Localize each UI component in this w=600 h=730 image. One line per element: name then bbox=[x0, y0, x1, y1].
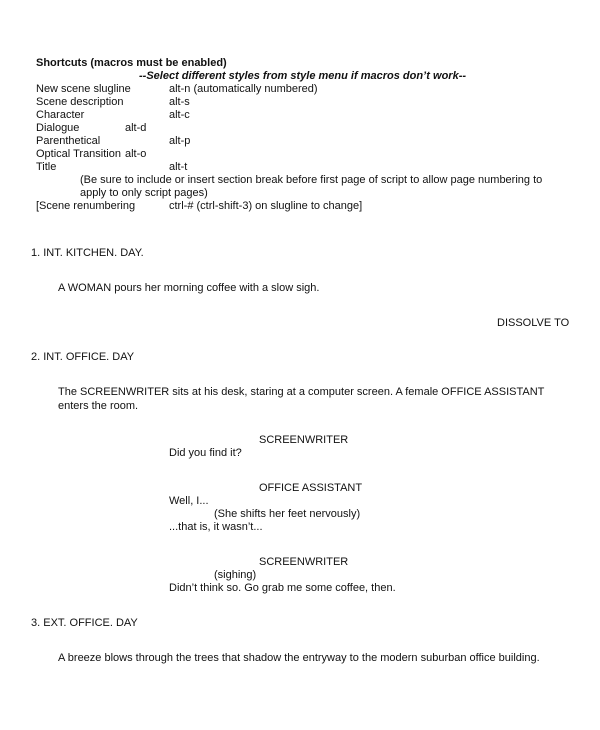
shortcut-label: Character bbox=[36, 109, 85, 121]
section-break-note: (Be sure to include or insert section break before first page of script to allow page numbering to bbox=[80, 174, 543, 186]
shortcut-label: Scene description bbox=[36, 96, 124, 108]
scene-slugline: 3. EXT. OFFICE. DAY bbox=[31, 617, 138, 629]
scene-slugline: 2. INT. OFFICE. DAY bbox=[31, 351, 135, 363]
dialogue-line: Didn’t think so. Go grab me some coffee, then. bbox=[169, 582, 396, 594]
shortcut-label: Dialogue bbox=[36, 122, 80, 134]
renumber-key: ctrl-# (ctrl-shift-3) on slugline to change] bbox=[169, 200, 363, 212]
character-name: SCREENWRITER bbox=[259, 434, 349, 446]
section-break-note-cont: apply to only script pages) bbox=[80, 187, 208, 199]
scene-action: A breeze blows through the trees that shadow the entryway to the modern suburban office building. bbox=[58, 652, 540, 664]
shortcuts-note: --Select different styles from style menu if macros don’t work-- bbox=[139, 70, 467, 82]
shortcut-label: Title bbox=[36, 161, 57, 173]
scene-action: The SCREENWRITER sits at his desk, staring at a computer screen. A female OFFICE ASSISTANT bbox=[58, 386, 545, 398]
scene-action-cont: enters the room. bbox=[58, 400, 139, 412]
parenthetical: (sighing) bbox=[214, 569, 257, 581]
shortcut-label: Parenthetical bbox=[36, 135, 101, 147]
shortcut-key: alt-s bbox=[169, 96, 190, 108]
dialogue-line: ...that is, it wasn’t... bbox=[169, 521, 263, 533]
character-name: SCREENWRITER bbox=[259, 556, 349, 568]
shortcut-key: alt-o bbox=[125, 148, 147, 160]
scene-action: A WOMAN pours her morning coffee with a slow sigh. bbox=[58, 282, 320, 294]
dialogue-line: Well, I... bbox=[169, 495, 209, 507]
shortcut-key: alt-d bbox=[125, 122, 147, 134]
shortcut-key: alt-n (automatically numbered) bbox=[169, 83, 318, 95]
dialogue-line: Did you find it? bbox=[169, 447, 242, 459]
renumber-label: [Scene renumbering bbox=[36, 200, 136, 212]
shortcut-key: alt-p bbox=[169, 135, 191, 147]
shortcuts-heading: Shortcuts (macros must be enabled) bbox=[36, 57, 227, 69]
character-name: OFFICE ASSISTANT bbox=[259, 482, 363, 494]
shortcut-key: alt-t bbox=[169, 161, 188, 173]
shortcut-key: alt-c bbox=[169, 109, 190, 121]
shortcut-label: Optical Transition bbox=[36, 148, 121, 160]
scene-slugline: 1. INT. KITCHEN. DAY. bbox=[31, 247, 144, 259]
transition: DISSOLVE TO bbox=[497, 317, 570, 329]
shortcut-label: New scene slugline bbox=[36, 83, 131, 95]
parenthetical: (She shifts her feet nervously) bbox=[214, 508, 361, 520]
